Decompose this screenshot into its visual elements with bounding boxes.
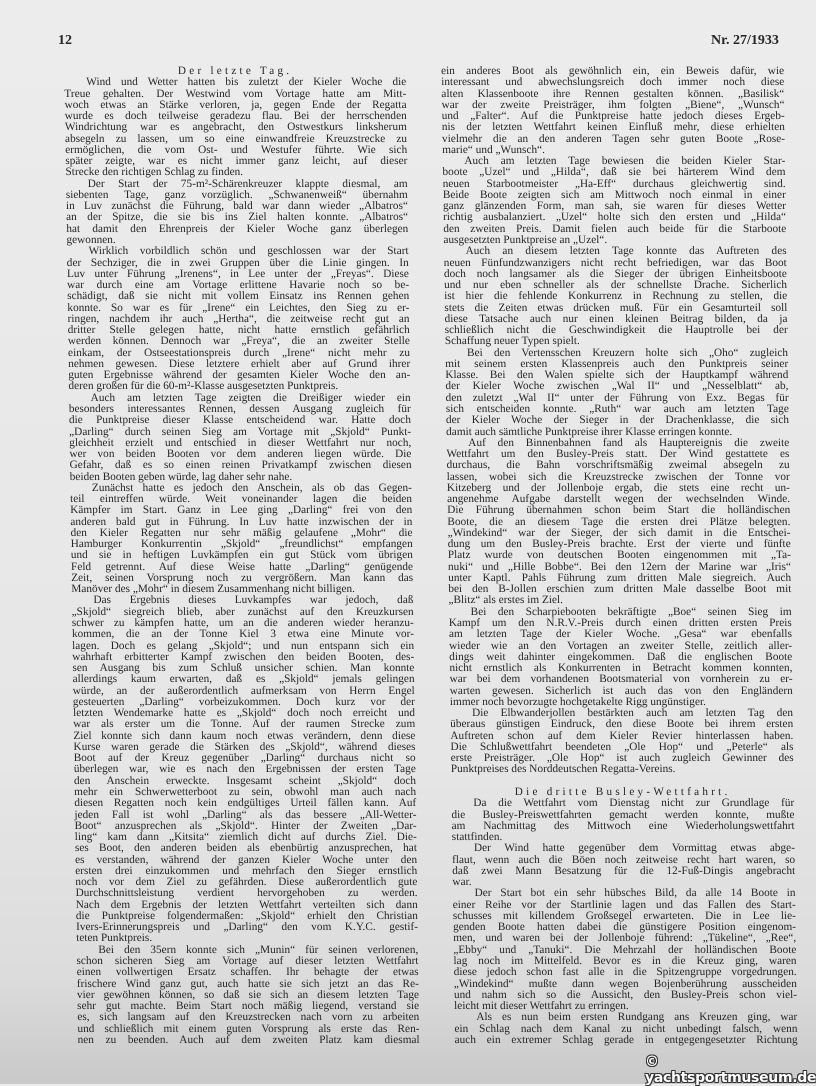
- text-line: Wirklich vorbildlich schön und geschlossen war der Start: [88, 245, 409, 258]
- text-line: ein anderes Boot als gewöhnlich ein, ein Beweis dafür, wie: [440, 65, 785, 77]
- text-line: gleichheit erzielt und entschied in dieser Wettfahrt nur noch,: [69, 436, 412, 449]
- text-line: Der Start der 75-m²-Schärenkreuzer klappte diesmal, am: [87, 177, 408, 190]
- text-line: in Luv zunächst die Führung, bald war dann wieder „Albatros“: [65, 200, 409, 213]
- text-line: Wind und Wetter hatten bis zuletzt der Kieler Woche die: [86, 76, 407, 89]
- text-line: werden können. Dennoch war „Freya“, die an zweiter Stelle: [67, 335, 410, 348]
- text-line: Die Schlußwettfahrt beendeten „Ole Hop“ und „Peterle“ als: [450, 740, 794, 753]
- text-line: Zeit, seinen Vorsprung noch zu vergrößern. Man kann das: [71, 571, 414, 584]
- text-line: die Punktpreise folgendermaßen: „Skjold“ erhielt den Christian: [75, 909, 418, 922]
- left-column: [64, 66, 420, 1046]
- text-line: gewonnen.: [66, 233, 116, 246]
- text-line: ausgesetzten Punktpreise an „Uzel“.: [443, 233, 608, 246]
- text-line: den zweiten Preis. Damit fielen auch beide für die Starboote: [443, 222, 787, 235]
- text-line: und nahm sich so die Aussicht, den Busley-Preis schon viel-: [453, 988, 798, 1001]
- text-line: Strecke den richtigen Schlag zu finden.: [65, 166, 244, 179]
- text-line: richtig ausbalanziert. „Uzel“ holte sich den ersten und „Hilda“: [443, 211, 787, 224]
- text-line: stattfinden.: [451, 831, 503, 844]
- page-number: 12: [58, 33, 72, 48]
- text-line: ling“ kam dann „Kitsita“ ziemlich dicht auf durchs Ziel. Die-: [74, 831, 417, 844]
- text-line: Ivers-Erinnerungspreis und „Darling“ den vom K.Y.C. gestif-: [75, 921, 419, 934]
- text-line: guten Ergebnisse während der gesamten Kieler Woche den an-: [68, 369, 411, 382]
- text-line: am Nachmittag des Mittwoch eine Wiederholungswettfahrt: [451, 819, 795, 832]
- text-line: überaus günstigen Eindruck, den diese Boote bei ihrem ersten: [450, 718, 794, 731]
- text-line: schließlich nicht die Geschwindigkeit die Hauptrolle bei der: [444, 324, 788, 337]
- text-line: „Blitz“ als erstes im Ziel.: [448, 594, 564, 607]
- text-line: wieder wie an den Vortagen an zweiter Stelle, zeitlich aller-: [449, 639, 793, 652]
- paragraph: [70, 483, 414, 596]
- text-line: beiden Booten geben würde, lag daher sehr nahe.: [69, 470, 293, 483]
- text-line: teil eintreffen würde. Weit voneinander lagen die beiden: [69, 493, 413, 506]
- paragraph: [449, 607, 793, 708]
- text-line: ganz glänzenden Form, man sah, sie waren für dieses Wetter: [442, 200, 787, 213]
- text-line: es verstanden, während der ganzen Kieler Woche unter den: [74, 853, 418, 866]
- paragraph: [452, 888, 797, 1012]
- text-line: schwer zu kämpfen hatte, um an die anderen wieder heranzu-: [71, 617, 414, 630]
- text-line: diese jedoch schon fast alle in die Spitzengruppe vorgedrungen.: [453, 966, 797, 979]
- text-line: Auftreten schon auf dem Kieler Revier hinterlassen haben.: [450, 729, 794, 742]
- paragraph: [441, 66, 785, 156]
- text-line: Klasse. Bei den Walen spielte sich der Hauptkampf während: [445, 369, 789, 382]
- text-line: Ziel konnte sich dann kaum noch etwas verändern, denn diese: [73, 729, 416, 742]
- text-line: „Darling“ durch seinen Sieg am Vortage mit „Skjold“ Punkt-: [69, 425, 412, 438]
- text-line: „Ebby“ und „Tanuki“. Die Mehrzahl der holländischen Boote: [453, 943, 797, 956]
- text-line: wahrhaft erbitterter Kampf zwischen den beiden Booten, des-: [72, 650, 415, 663]
- text-line: und sie in heftigen Luvkämpfen ein gut Stück vom übrigen: [70, 549, 413, 562]
- watermark: © yachtsportmuseum.de: [645, 1054, 816, 1086]
- paragraph: [69, 393, 412, 483]
- text-line: mehr ein Schwerwetterboot zu sein, obwohl man auch nach: [74, 786, 417, 798]
- text-line: erste Preisträger. „Ole Hop“ ist auch zugleich Gewinner des: [450, 752, 794, 765]
- paragraph: [442, 156, 786, 246]
- paragraph: [452, 843, 796, 888]
- text-line: nen zu beenden. Auch auf dem zweiten Platz kam diesmal: [77, 1033, 420, 1046]
- text-line: doch noch langsamer als die Sieger der übrigen Einheitsboote: [443, 267, 787, 280]
- text-line: Beide Boote zeigten sich am Mittwoch noch einmal in einer: [442, 188, 786, 201]
- text-line: einer Reihe vor der Startlinie lagen und das Fallen des Start-: [452, 898, 796, 911]
- text-line: Schaffung neuer Typen spielt.: [444, 335, 580, 348]
- text-line: ses Boot, den anderen beiden als ebenbürtig anzusprechen, hat: [74, 842, 418, 855]
- text-line: auch ein extremer Schlag gerade in entgegengesetzter Richtung: [454, 1033, 798, 1046]
- text-line: war.: [452, 876, 472, 889]
- text-line: schusses mit killendem Großsegel erwarteten. Die in Lee lie-: [452, 909, 796, 922]
- text-line: noch vor dem Ziel zu gefährden. Diese außerordentlich gute: [75, 876, 418, 889]
- paragraph: [445, 348, 789, 438]
- text-line: neuen Starbootmeister „Ha-Eff“ durchaus gleichwertig sind.: [442, 177, 786, 190]
- text-line: interessant und abwechslungsreich doch immer noch diese: [441, 76, 785, 89]
- text-line: stets die Zeiten etwas drücken muß. Für ein Gesamturteil soll: [444, 301, 788, 314]
- text-line: Auch am letzten Tage zeigten die Dreißiger wieder ein: [90, 391, 411, 404]
- text-line: Da die Wettfahrt vom Dienstag nicht zur Grundlage für: [473, 797, 795, 810]
- text-line: flaut, wenn auch die Böen noch zeitweise recht hart waren, so: [451, 853, 796, 866]
- text-line: Durchschnittsleistung verdient hervorgehoben zu werden.: [75, 887, 418, 900]
- text-line: anderen bald gut in Führung. In Luv hatte inzwischen der in: [70, 515, 413, 528]
- text-line: die Punktpreise dieser Klasse entscheidend war. Hatte doch: [68, 414, 412, 427]
- text-line: Die Elbwanderjollen bestärkten auch am letzten Tag den: [471, 707, 794, 720]
- text-line: ein Schlag nach dem Kanal zu nicht unbedingt falsch, wenn: [454, 1022, 798, 1035]
- text-line: dung um den Busley-Preis brachte. Erst der vierte und fünfte: [447, 538, 791, 551]
- text-line: vier gewöhnen können, so daß sie sich an diesem letzten Tage: [76, 988, 420, 1001]
- text-line: am letzten Tage der Kieler Woche. „Gesa“ war ebenfalls: [448, 628, 793, 641]
- text-line: war durch eine am Vortage erlittene Havarie noch so be-: [66, 279, 410, 292]
- text-line: nis der letzten Wettfahrt keinen Einfluß mehr, diese erhielten: [441, 121, 785, 134]
- text-line: einkam, der Ostseestationspreis durch „Irene“ nicht mehr zu: [67, 346, 411, 359]
- right-column: [441, 66, 798, 1046]
- paragraph: [64, 77, 407, 178]
- text-line: Platz wurde von deutschen Booten eingenommen mit „Ta-: [447, 549, 791, 562]
- paragraph: [444, 246, 788, 347]
- text-line: damit auch sämtliche Punktpreise ihrer Klasse erringen konnte.: [446, 425, 733, 438]
- text-line: Gefahr, daß es so einen reinen Privatkampf zwischen diesen: [69, 459, 412, 472]
- text-line: unter Kaptl. Pahls Führung zum dritten Male siegreich. Auch: [448, 571, 792, 584]
- text-line: Zunächst hatte es jedoch den Anschein, als ob das Gegen-: [91, 481, 412, 494]
- text-line: neuen Fünfundzwanzigers nicht recht befriedigen, war das Boot: [443, 256, 787, 269]
- text-line: den zuletzt „Wal II“ unter der Führung von Exz. Begas für: [445, 391, 789, 404]
- text-line: siebenten Tage, ganz vorzüglich. „Schwanenweiß“ übernahm: [65, 188, 408, 201]
- text-line: Bei den Vertensschen Kreuzern holte sich „Oho“ zugleich: [466, 346, 789, 359]
- text-line: den Kieler Regatten nur sehr mäßig gelaufene „Mohr“ die: [70, 526, 413, 539]
- text-line: angenehme Aufgabe darstellt wegen der wechselnden Winde.: [446, 493, 791, 506]
- text-line: sehr gut machte. Beim Start noch mäßig liegend, verstand sie: [77, 1000, 420, 1013]
- text-line: wurde es doch teilweise geradezu flau. Bei der herrschenden: [64, 110, 407, 123]
- text-line: Kämpfer im Start. Ganz in Lee ging „Darling“ frei von den: [70, 504, 413, 517]
- text-line: Kitzeberg und der Jollenboje ergab, die stets eine recht un-: [446, 481, 790, 494]
- text-line: ringen, nachdem ihr auch „Hertha“, die zeitweise recht gut an: [67, 312, 410, 325]
- text-line: und „Falter“. Auf die Punktpreise hatte jedoch dieses Ergeb-: [441, 110, 785, 123]
- section-heading: Die dritte Busley-Wettfahrt.: [514, 786, 731, 798]
- text-line: nuki“ und „Hille Bobbe“. Bei den 12ern der Marine war „Iris“: [447, 560, 792, 573]
- text-line: frischere Wind ganz gut, auch hatte sie sich jetzt an das Re-: [76, 977, 419, 990]
- text-line: der Sechziger, die in zwei Gruppen über die Linie gingen. In: [66, 256, 409, 269]
- text-line: dings weit dahinter eingekommen. Daß die englischen Boote: [449, 650, 793, 663]
- text-line: später zeigte, war es nicht immer ganz leicht, auf dieser: [65, 155, 408, 168]
- text-line: alten Klassenboote ihre Rennen gestalten können. „Basilisk“: [441, 87, 785, 100]
- text-line: Auch am letzten Tage bewiesen die beiden Kieler Star-: [464, 155, 786, 168]
- text-line: es, sich langsam auf den Kreuzstrecken nach vorn zu arbeiten: [77, 1011, 420, 1024]
- text-line: gesteuerten „Darling“ vorbeizukommen. Doch kurz vor der: [72, 695, 415, 708]
- text-line: kommen, die an der Tonne Kiel 3 etwa eine Minute vor-: [71, 628, 415, 641]
- text-line: marie“ und „Wunsch“.: [442, 143, 546, 156]
- text-line: nehmen gewesen. Diese letztere erhielt aber auf Grund ihrer: [68, 357, 411, 370]
- text-line: Als es nun beim ersten Rundgang ans Kreuzen ging, war: [476, 1011, 798, 1024]
- text-line: Kurse waren gerade die Stärken des „Skjold“, während dieses: [73, 740, 416, 753]
- text-line: warten gewesen. Sicherlich ist auch das von den Engländern: [449, 684, 793, 697]
- text-line: mit seinem ersten Klassenpreis auch den Punktpreis seiner: [445, 357, 789, 370]
- section-heading: Der letzte Tag.: [177, 65, 293, 77]
- text-line: besonders interessantes Rennen, dessen Ausgang zugleich für: [68, 402, 411, 415]
- text-line: bei den B-Jollen erschien zum dritten Male dasselbe Boot mit: [448, 583, 792, 596]
- text-line: und schließlich mit einem guten Vorsprung als erste das Ren-: [77, 1022, 420, 1035]
- text-line: war der zweite Preisträger, ihm folgten „Biene“, „Wunsch“: [441, 98, 785, 111]
- text-line: vielmehr die an den anderen Tagen sehr guten Boote „Rose-: [441, 132, 786, 145]
- text-line: Bei den 35ern konnte sich „Munin“ für seinen verlorenen,: [98, 943, 419, 956]
- text-line: deren großen für die 60-m²-Klasse ausgesetzten Punktpreis.: [68, 380, 339, 393]
- text-line: allerdings kaum erwarten, daß es „Skjold“ jemals gelingen: [72, 673, 415, 686]
- text-line: der Kieler Woche zwischen „Wal II“ und „Nesselblatt“ ab,: [445, 380, 789, 393]
- text-line: Feld getrennt. Auf diese Weise hatte „Darling“ genügende: [70, 560, 414, 573]
- text-line: Manöver des „Mohr“ in diesem Zusammenhang nicht billigen.: [71, 583, 355, 596]
- text-line: immer noch bevorzugte hochgetakelte Rigg ungünstiger.: [449, 695, 706, 708]
- text-line: den Anschein erweckte. Insgesamt scheint „Skjold“ doch: [73, 774, 417, 787]
- text-line: der Kieler Woche der Sieger in der Drachenklasse, die sich: [445, 414, 790, 427]
- text-line: lag noch im Mittelfeld. Bevor es in die Kreuz ging, waren: [453, 954, 797, 967]
- text-line: Luv unter Führung „Irenens“, in Lee unter der „Freyas“. Diese: [66, 267, 409, 280]
- text-line: Nach dem Ergebnis der letzten Wettfahrt verteilten sich dann: [75, 898, 418, 911]
- issue-number: Nr. 27/1933: [711, 33, 779, 48]
- paragraph: [67, 246, 411, 392]
- text-line: ermöglichen, die vom Ost- und Westufer führte. Wie sich: [65, 143, 408, 156]
- text-line: hat damit den Ehrenpreis der Kieler Woche ganz überlegen: [66, 222, 409, 235]
- text-line: leicht mit dieser Wettfahrt zu erringen.: [454, 1000, 629, 1013]
- paragraph: [71, 595, 418, 944]
- text-line: sen Ausgang bis zum Schluß unsicher schien. Man konnte: [72, 662, 415, 675]
- paragraph: [66, 179, 409, 247]
- text-line: men, und waren bei der Jollenboje führend: „Tükeline“, „Ree“,: [453, 932, 797, 945]
- text-line: Bei den Scharpiebooten bekräftigte „Boe“ seinen Sieg im: [470, 605, 792, 618]
- text-line: ist hier die fehlende Konkurrenz in Rechnung zu stellen, die: [444, 290, 788, 303]
- text-line: Punktpreises des Norddeutschen Regatta-Vereins.: [450, 763, 676, 776]
- text-line: wer von beiden Booten vor dem anderen liegen würde. Die: [69, 448, 412, 461]
- text-line: Der Start bot ein sehr hübsches Bild, da alle 14 Boote in: [474, 887, 796, 900]
- text-line: Die Führung übernahmen schon beim Start die holländischen: [447, 504, 791, 517]
- text-line: Kampf um den N.R.V.-Preis durch einen dritten ersten Preis: [448, 617, 792, 630]
- paragraph: [451, 798, 795, 843]
- text-line: Auf den Binnenbahnen fand als Hauptereignis die zweite: [468, 436, 790, 449]
- text-line: Auch an diesem letzten Tage konnte das Auftreten des: [465, 245, 787, 258]
- paragraph: [76, 945, 419, 1046]
- text-line: lagen. Doch es gelang „Skjold“; und nun entspann sich ein: [72, 639, 415, 652]
- text-line: lassen, wobei sich die Kreuzstrecke zwischen der Tonne vor: [446, 470, 790, 483]
- text-line: „Skjold“ siegreich blieb, aber zunächst auf den Kreuzkursen: [71, 605, 414, 618]
- text-line: Das Ergebnis dieses Luvkampfes war jedoch, daß: [93, 594, 414, 607]
- text-line: schädigt, daß sie nicht mit vollem Einsatz ins Rennen gehen: [67, 290, 410, 303]
- text-line: dritter Stelle gelegen hatte, nicht hatte ernstlich gefährlich: [67, 324, 410, 337]
- text-line: „Windekind“ war der Sieger, der sich damit in die Entschei-: [447, 526, 791, 539]
- text-line: Boot“ anzusprechen als „Skjold“. Hinter der Zweiten „Dar-: [74, 819, 417, 832]
- text-line: Boote, die an diesem Tage die ersten drei Plätze belegten.: [447, 515, 791, 528]
- text-line: an der Spitze, die sie bis ins Ziel halten konnte. „Albatros“: [66, 211, 409, 224]
- text-line: sich entscheiden konnte. „Ruth“ war auch am letzten Tage: [445, 402, 789, 415]
- text-line: und nur eben schneller als der schnellste Drache. Sicherlich: [443, 279, 788, 292]
- paragraph: [450, 708, 794, 776]
- text-line: nicht ernstlich als Konkurrenten in Betracht kommen konnten,: [449, 662, 793, 675]
- text-line: diese Tatsache auch nur einen kleinen Beitrag bilden, da ja: [444, 312, 788, 325]
- text-line: Der Wind hatte gegenüber dem Vormittag etwas abge-: [473, 842, 796, 855]
- text-line: überlegen war, wie es nach den Ergebnissen der ersten Tage: [73, 763, 416, 776]
- text-line: Windrichtung war es angebracht, den Ostwestkurs linksherum: [64, 121, 407, 134]
- text-line: war als erster um die Tonne. Auf der raumen Strecke zum: [73, 718, 416, 731]
- text-line: jeden Fall ist wohl „Darling“ als das bessere „All-Wetter-: [74, 808, 417, 821]
- text-line: schon sicheren Sieg am Vortage auf dieser letzten Wettfahrt: [76, 954, 419, 967]
- text-line: absegeln zu lassen, um so eine einwandfreie Kreuzstrecke zu: [64, 132, 408, 145]
- text-line: die Busley-Preiswettfahrten gemacht werden konnte, mußte: [451, 808, 795, 821]
- text-line: Wettfahrt um den Busley-Preis statt. Der Wind gestattete es: [446, 448, 790, 461]
- text-line: daß zwei Mann Besatzung für die 12-Fuß-Dingis angebracht: [452, 864, 796, 877]
- text-line: war bei dem vorhandenen Bootsmaterial von vornherein zu er-: [449, 673, 793, 686]
- text-line: würde, an der außerordentlich aufmerksam von Herrn Engel: [72, 684, 415, 697]
- text-line: woch etwas an Stärke verloren, ja, gegen Ende der Regatta: [64, 98, 407, 111]
- text-line: durchaus, die Bahn vorschriftsmäßig zweimal absegeln zu: [446, 459, 790, 472]
- text-line: letzten Wendemarke hatte es „Skjold“ doch noch erreicht und: [72, 707, 416, 720]
- text-line: genden Boote hatten dabei die günstigere Position eingenom-: [452, 921, 797, 934]
- paragraph: [446, 438, 791, 607]
- text-line: konnte. So war es für „Irene“ ein Leichtes, den Sieg zu er-: [67, 301, 410, 314]
- text-line: Treue gehalten. Der Westwind vom Vortage hatte am Mitt-: [64, 87, 407, 100]
- text-line: einen vollwertigen Ersatz schaffen. Ihr behagte der etwas: [76, 966, 419, 979]
- paragraph: [454, 1012, 797, 1046]
- text-line: diesen Regatten noch kein endgültiges Urteil fällen kann. Auf: [74, 797, 417, 810]
- text-line: Boot auf der Kreuz gegenüber „Darling“ durchaus nicht so: [73, 752, 416, 765]
- text-line: ersten drei einzukommen und mehrfach den Sieger ernstlich: [75, 864, 418, 877]
- text-line: „Windekind“ mußte dann wegen Bojenberührung ausscheiden: [453, 977, 797, 990]
- text-line: teten Punktpreis.: [76, 932, 153, 945]
- text-line: boote „Uzel“ und „Hilda“, daß sie bei härterem Wind dem: [442, 166, 786, 179]
- text-line: Hamburger Konkurrentin „Skjold“ „freundlichst“ empfangen: [70, 538, 413, 551]
